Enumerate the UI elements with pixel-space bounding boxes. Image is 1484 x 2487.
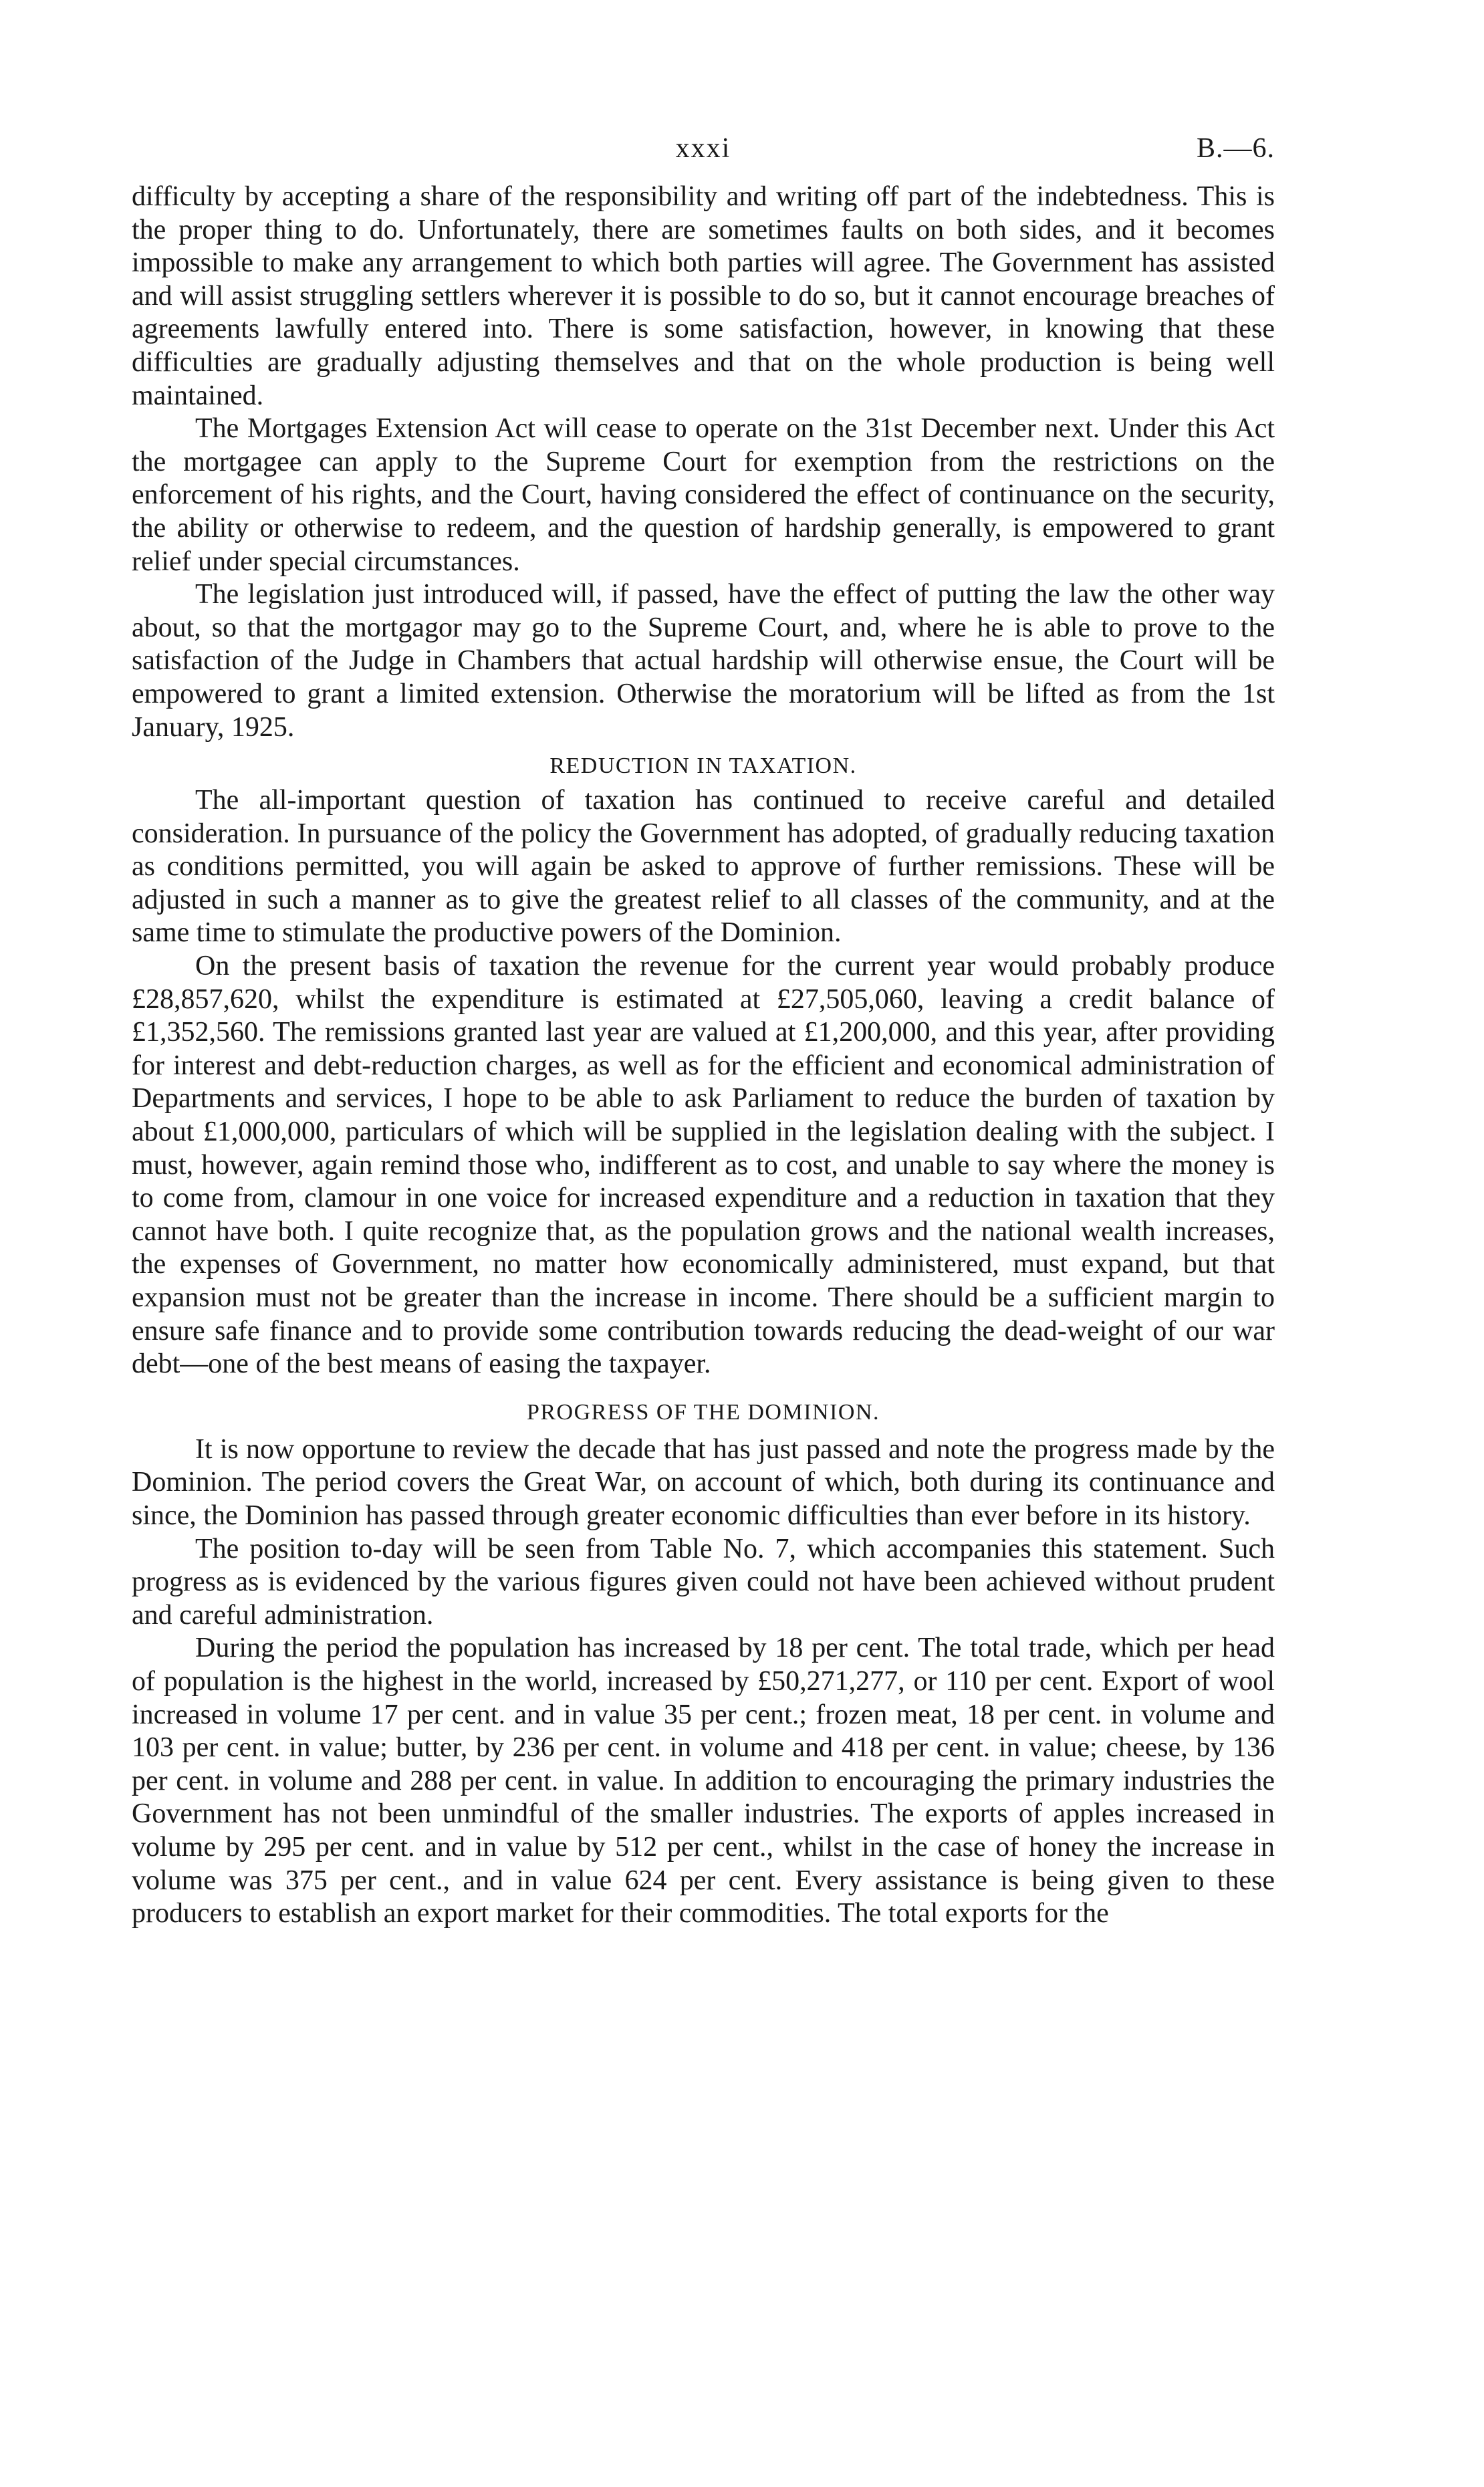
paragraph-taxation-revenue: On the present basis of taxation the revenue for the current year would probably produce £28,857,620, whilst the expenditure is estimated at £27,505,060, leaving a credit balance of £1,352,560. The remissions granted last year are valued at £1,200,000, and this year, after providing for interest and debt-reduction charges, as well as for the efficient and economical administration of Departments and services, I hope to be able to ask Parliament to reduce the burden of taxation by about £1,000,000, particulars of which will be supplied in the legislation dealing with the subject. I must, however, again remind those who, indifferent as to cost, and unable to say where the money is to come from, clamour in one voice for increased expenditure and a reduction in taxation that they cannot have both. I quite recognize that, as the population grows and the national wealth increases, the expenses of Government, no matter how economically administered, must expand, but that expansion must not be greater than the increase in income. There should be a sufficient margin to ensure safe finance and to provide some contribution towards reducing the dead-weight of our war debt—one of the best means of easing the taxpayer.	[132, 951, 1275, 1380]
page-header	[132, 120, 1275, 181]
paragraph-continued: difficulty by accepting a share of the responsibility and writing off part of the indebtedness. This is the proper thing to do. Unfortunately, there are sometimes faults on both sides, and it becomes impossible to make any arrangement to which both parties will agree. The Government has assisted and will assist struggling settlers wherever it is possible to do so, but it cannot encourage breaches of agreements lawfully entered into. There is some satisfaction, however, in knowing that these difficulties are gradually adjusting themselves and that on the whole production is being well maintained.	[132, 181, 1275, 411]
paragraph-legislation: The legislation just introduced will, if passed, have the effect of putting the law the other way about, so that the mortgagor may go to the Supreme Court, and, where he is able to prove to the satisfaction of the Judge in Chambers that actual hardship will otherwise ensue, the Court will be empowered to grant a limited extension. Otherwise the moratorium will be lifted as from the 1st January, 1925.	[132, 579, 1275, 743]
heading-progress-of-dominion: PROGRESS OF THE DOMINION.	[526, 1399, 880, 1425]
paragraph-progress-figures: During the period the population has increased by 18 per cent. The total trade, which per head of population is the highest in the world, increased by £50,271,277, or 110 per cent. Export of wool increased in volume 17 per cent. and in value 35 per cent.; frozen meat, 18 per cent. in volume and 103 per cent. in value; butter, by 236 per cent. in volume and 418 per cent. in value; cheese, by 136 per cent. in volume and 288 per cent. in value. In addition to encouraging the primary industries the Government has not been unmindful of the smaller industries. The exports of apples increased in volume by 295 per cent. and in value by 512 per cent., whilst in the case of honey the increase in volume was 375 per cent., and in value 624 per cent. Every assistance is being given to these producers to establish an export market for their commodities. The total exports for the	[132, 1633, 1275, 1929]
paragraph-taxation-question: The all-important question of taxation has continued to receive careful and detailed consideration. In pursuance of the policy the Government has adopted, of gradually reducing taxation as conditions permitted, you will again be asked to approve of further remissions. These will be adjusted in such a manner as to give the greatest relief to all classes of the community, and at the same time to stimulate the productive powers of the Dominion.	[132, 785, 1275, 949]
paragraph-progress-table: The position to-day will be seen from Table No. 7, which accompanies this statement. Such progress as is evidenced by the various figures given could not have been achieved without prudent and careful administration.	[132, 1533, 1275, 1631]
document-reference: B.—6.	[1196, 133, 1275, 164]
page-number: xxxi	[675, 133, 731, 164]
paragraph-mortgages-act: The Mortgages Extension Act will cease to operate on the 31st December next. Under this Act the mortgagee can apply to the Supreme Court for exemption from the restrictions on the enforcement of his rights, and the Court, having considered the effect of continuance on the security, the ability or otherwise to redeem, and the question of hardship generally, is empowered to grant relief under special circumstances.	[132, 413, 1275, 577]
document-page	[132, 120, 1275, 1931]
heading-reduction-in-taxation: REDUCTION IN TAXATION.	[549, 753, 857, 779]
paragraph-progress-decade: It is now opportune to review the decade that has just passed and note the progress made by the Dominion. The period covers the Great War, on account of which, both during its continuance and since, the Dominion has passed through greater economic difficulties than ever before in its history.	[132, 1433, 1275, 1531]
